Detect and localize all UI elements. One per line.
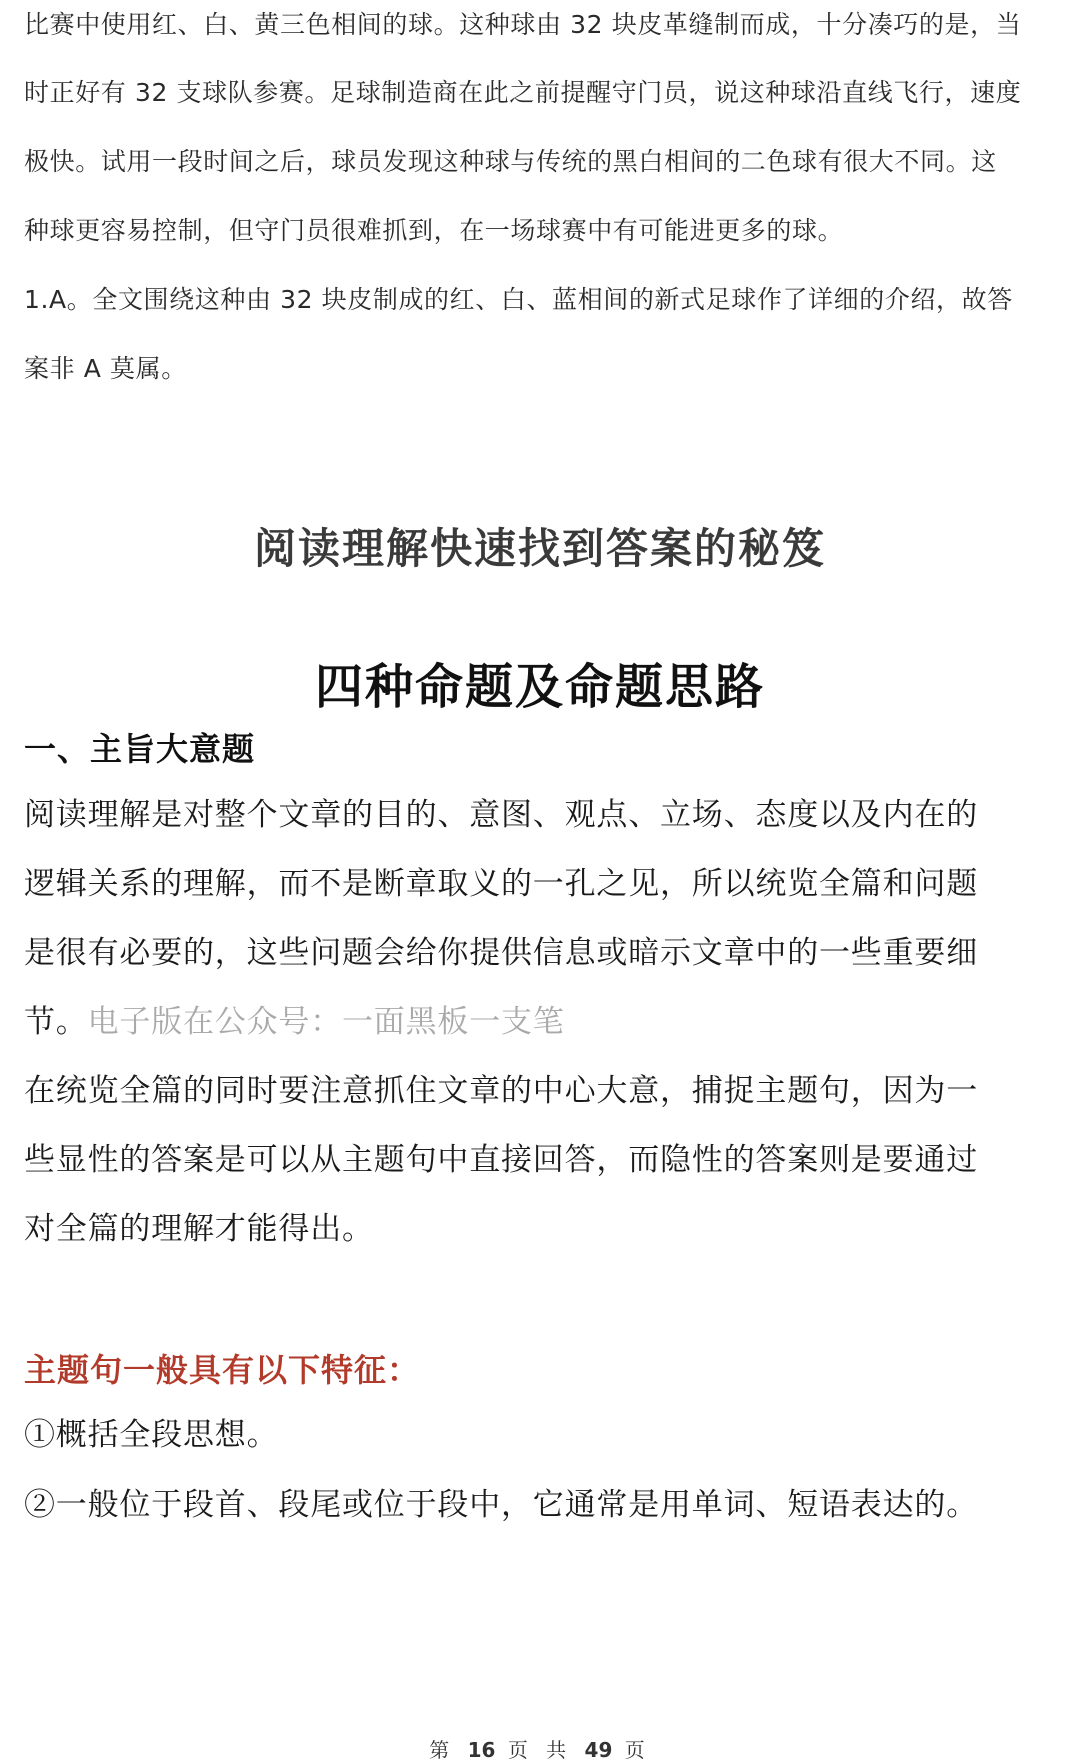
current-page-number: 16 [467,1738,496,1762]
features-heading: 主题句一般具有以下特征： [24,1351,421,1389]
body-line: 阅读理解是对整个文章的目的、意图、观点、立场、态度以及内在的 [24,797,978,833]
section-heading: 一、主旨大意题 [24,730,256,768]
answer-line: 案非 A 莫属。 [24,354,187,383]
answer-line: 1.A。全文围绕这种由 32 块皮制成的红、白、蓝相间的新式足球作了详细的介绍，故答 [24,285,1013,314]
feature-item: ①概括全段思想。 [24,1417,279,1453]
intro-line: 极快。试用一段时间之后，球员发现这种球与传统的黑白相间的二色球有很大不同。这 [24,147,997,176]
body-text: 节。 [24,1004,88,1040]
intro-line: 时正好有 32 支球队参赛。足球制造商在此之前提醒守门员，说这种球沿直线飞行，速度 [24,78,1022,107]
main-title: 阅读理解快速找到答案的秘笈 [253,524,826,573]
page-footer [0,1734,1080,1763]
body-line: 在统览全篇的同时要注意抓住文章的中心大意，捕捉主题句，因为一 [24,1073,978,1109]
intro-line: 种球更容易控制，但守门员很难抓到，在一场球赛中有可能进更多的球。 [24,216,844,245]
sub-title: 四种命题及命题思路 [314,659,765,715]
body-line: 对全篇的理解才能得出。 [24,1211,374,1247]
body-line: 些显性的答案是可以从主题句中直接回答，而隐性的答案则是要通过 [24,1142,978,1178]
body-line: 是很有必要的，这些问题会给你提供信息或暗示文章中的一些重要细 [24,935,978,971]
intro-line: 比赛中使用红、白、黄三色相间的球。这种球由 32 块皮革缝制而成，十分凑巧的是，当 [24,10,1022,39]
body-line: 逻辑关系的理解，而不是断章取义的一孔之见，所以统览全篇和问题 [24,866,978,902]
total-page-number: 49 [584,1738,613,1762]
footer-suffix: 页 [624,1738,651,1762]
footer-middle: 页 共 [507,1738,573,1762]
body-line [24,1001,1056,1043]
feature-item: ②一般位于段首、段尾或位于段中，它通常是用单词、短语表达的。 [24,1487,978,1523]
watermark-text: 电子版在公众号：一面黑板一支笔 [87,1004,565,1040]
footer-prefix: 第 [429,1738,456,1762]
